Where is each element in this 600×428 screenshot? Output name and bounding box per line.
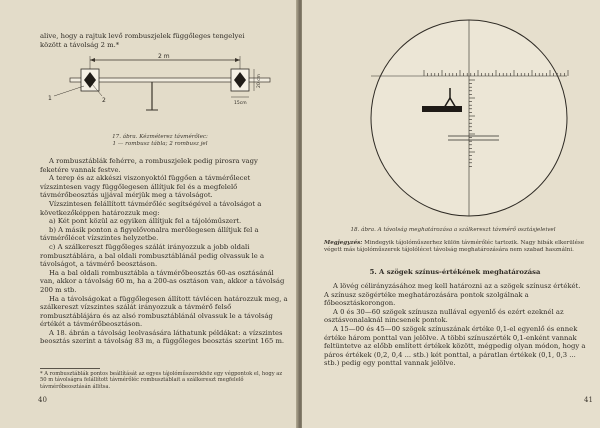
figure-18-reticle (364, 18, 594, 223)
note-label: Megjegyzés: (324, 240, 363, 246)
note-text: Mindegyik tájolóműszerhez külön távmérőléc tartozik. Nagy hibák elkerülése végett más tájolóműszerek tájolólécet távolság meghatározására nem szabad használni. (324, 240, 585, 253)
top-line-1: alive, hogy a rajtuk levő rombuszjelek függőleges tengelyei (40, 32, 245, 40)
right-body-text (324, 282, 586, 368)
paragraph: A 0 és 30—60 szögek színusza nullával egyenlő és ezért ezeknél az osztásvonalaknál nincsenek pontok. (324, 307, 564, 325)
label-width: 15cm (234, 101, 247, 106)
left-body-text (40, 157, 288, 346)
label-right: 2 (102, 97, 106, 104)
paragraph: Ha a bal oldali rombusztábla a távmérőbeosztás 60-as osztásánál van, akkor a távolság 60 m, ha a 200-as osztáson van, akkor a távolság 200 m stb. (40, 268, 285, 294)
footnote: * A rombusztáblák pontos beállítását az egyes tájolóműszerekhöz egy végpontok el, hogy az 50 m távolságra felállított távmérőléc rombusztáblait a szálkereszt megfelelő távmérőbeosztásán állítsa. (40, 371, 283, 390)
caption-line-1: 17. ábra. Kézméterez távmérőlec: (112, 134, 208, 140)
paragraph: A rombusztáblák fehérre, a rombuszjelek pedig pirosra vagy feketére vannak festve. (40, 157, 258, 174)
label-length: 2 m (158, 53, 170, 60)
paragraph: a) Két pont közül az egyiken állítjuk fel a tájolóműszert. (49, 217, 242, 226)
figure-17-caption (70, 134, 250, 148)
paragraph: A 15—00 és 45—00 szögek színuszának értéke 0,1-el egyenlő és ennek értéke három ponttal van jelölve. A többi színuszérték 0,1-enként vannak feltüntetve az előbb említett értékek között, mégpedig olyan módon, hogy a páros értékek (0,2, 0,4 ... stb.) két ponttal, a páratlan értékek (0,1, 0,3 ... stb.) pedig egy ponttal vannak jelölve. (324, 324, 586, 368)
page-number-left: 40 (38, 396, 47, 404)
label-left: 1 (48, 95, 52, 102)
footnote-rule (40, 368, 100, 369)
right-page (302, 0, 600, 428)
figure-17-distance-rod (40, 52, 290, 132)
section-heading: 5. A szögek színus-értékének meghatározása (369, 268, 541, 276)
paragraph: c) A szálkereszt függőleges szálát irányozzuk a jobb oldali rombusztáblára, a bal oldali rombusztáblánál pedig olvassuk le a távolságot, a távmérő beosztáson. (40, 242, 265, 269)
note (324, 240, 586, 254)
top-text (40, 32, 285, 49)
page-number-right: 41 (584, 396, 593, 404)
caption-line-2: 1 — rombusz tábla; 2 rombusz jel (112, 141, 208, 147)
left-page (0, 0, 298, 428)
label-height: 20 cm (257, 73, 262, 88)
figure-18-caption: 18. ábra. A távolság meghatározása a szálkereszt távmérő osztásjeleivel (350, 227, 556, 233)
paragraph: b) A másik ponton a figyelővonalra merőlegesen állítjuk fel a távmérőlécet vízszintes helyzetbe. (40, 225, 259, 243)
paragraph: Ha a távolságokat a függőlegesen állított távlécen határozzuk meg, a szálkereszt vízszintes szálát irányozzuk a távmérő felső rombusztáblájára és az alsó rombusztáblánál olvassuk le a távolság értékét a távmérőbeosztáson. (40, 294, 288, 329)
top-line-2: között a távolság 2 m.* (40, 40, 120, 49)
paragraph: Vízszintesen felállított távmérőléc segítségével a távolságot a következőképpen határozzuk meg: (40, 199, 262, 217)
paragraph: A terep és az akkészi viszonyoktól függően a távmérőlecet vízszintesen vagy függőlegesen állítjuk fel és a megfelelő távmérőbeosztás ujjával mérjük meg a távolságot. (40, 174, 251, 200)
paragraph: A 18. ábrán a távolság leolvasására láthatunk példákat: a vízszintes beosztás szerint a távolság 83 m, a függőleges beosztás szerint 165 m. (40, 328, 285, 346)
paragraph: A lövég célirányzásához meg kell határozni az a szögek színusz értékét. A színusz szögértéke meghatározására pontok szolgálnak a főbeosztáskorongon. (324, 282, 581, 308)
